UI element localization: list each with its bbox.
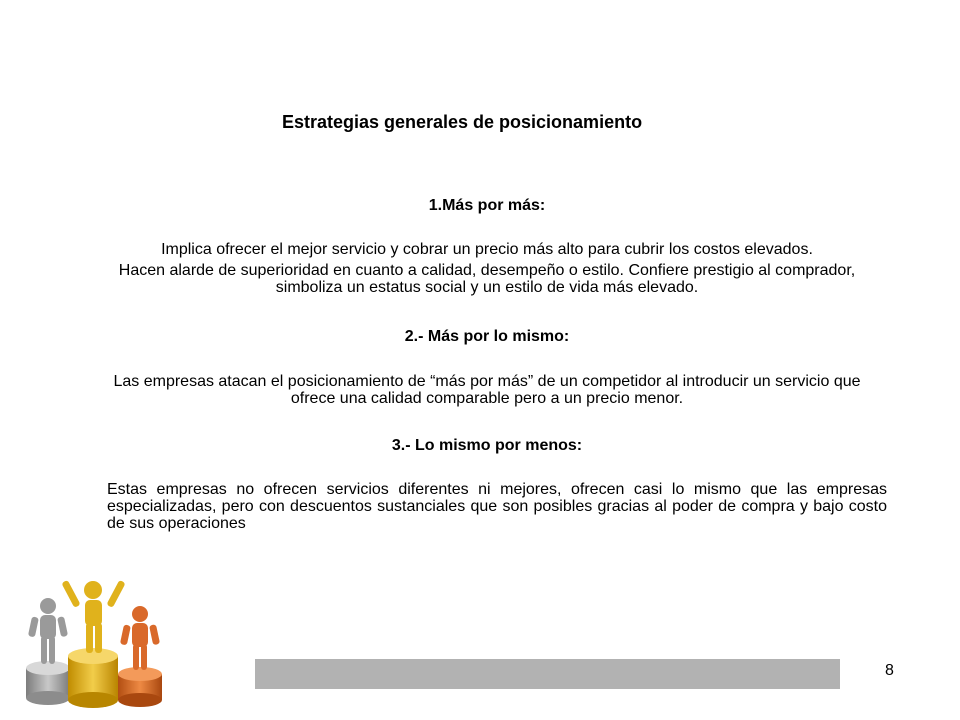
podium-people-illustration (18, 570, 178, 710)
section-3-paragraph-1: Estas empresas no ofrecen servicios diferentes ni mejores, ofrecen casi lo mismo que las empresas especializadas, pero con descuentos sustanciales que son posibles gracias al poder de compra y bajo costo de sus operaciones (107, 481, 887, 532)
section-2-paragraph-1: Las empresas atacan el posicionamiento de “más por más” de un competidor al introducir un servicio que ofrece una calidad comparable pero a un precio menor. (113, 373, 861, 407)
section-heading-2: 2.- Más por lo mismo: (404, 328, 570, 345)
slide-title: Estrategias generales de posicionamiento (281, 112, 643, 132)
section-heading-1: 1.Más por más: (428, 197, 546, 214)
section-1-paragraph-2: Hacen alarde de superioridad en cuanto a calidad, desempeño o estilo. Confiere prestigio al comprador, simboliza un estatus social y un estilo de vida más elevado. (118, 262, 856, 296)
podium-gold (68, 648, 118, 708)
section-2-text (95, 373, 879, 407)
section-1-text (80, 241, 894, 296)
page-number: 8 (885, 662, 894, 679)
podium-orange (118, 667, 162, 707)
gold-person-figure (61, 580, 125, 653)
section-1-paragraph-1: Implica ofrecer el mejor servicio y cobrar un precio más alto para cubrir los costos elevados. (161, 241, 813, 258)
footer-bar (255, 659, 840, 689)
gray-person-figure (28, 598, 68, 664)
section-heading-3: 3.- Lo mismo por menos: (391, 437, 583, 454)
section-3-text (107, 481, 887, 532)
orange-person-figure (120, 606, 160, 670)
podium-gray (26, 661, 70, 705)
